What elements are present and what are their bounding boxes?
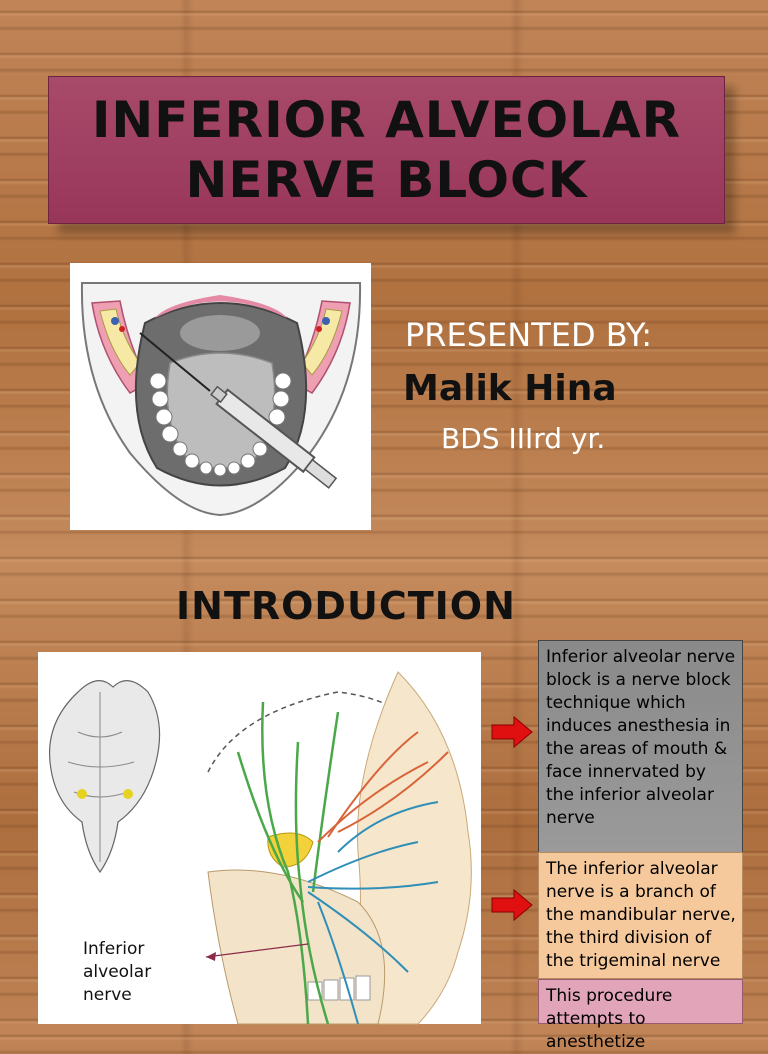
nerve-figure-label (83, 938, 151, 1007)
title-line-2: NERVE BLOCK (185, 151, 588, 209)
title-line-1: INFERIOR ALVEOLAR (91, 91, 682, 149)
info-box-procedure: This procedure attempts to anesthetize (538, 979, 743, 1024)
mouth-injection-drawing (70, 263, 371, 530)
section-title: INTRODUCTION (176, 584, 516, 628)
title-banner (48, 76, 725, 224)
info-box-definition: Inferior alveolar nerve block is a nerve block technique which induces anesthesia in the areas of mouth & face innervated by the inferior alveolar nerve (538, 640, 743, 854)
right-arrow-icon (490, 888, 534, 922)
presented-by-label: PRESENTED BY: (405, 316, 653, 354)
presenter-name: Malik Hina (403, 368, 617, 409)
right-arrow-icon (490, 715, 534, 749)
nerve-label-line-1: Inferior (83, 939, 145, 959)
presenter-degree: BDS IIIrd yr. (441, 422, 606, 455)
nerve-label-line-3: nerve (83, 985, 132, 1005)
brain-base-sketch (50, 681, 160, 872)
info-box-branch: The inferior alveolar nerve is a branch of the mandibular nerve, the third division of the trigeminal nerve (538, 852, 743, 979)
nerve-label-line-2: alveolar (83, 962, 152, 982)
nerve-anatomy-figure (38, 652, 481, 1024)
mouth-injection-illustration (70, 263, 371, 530)
